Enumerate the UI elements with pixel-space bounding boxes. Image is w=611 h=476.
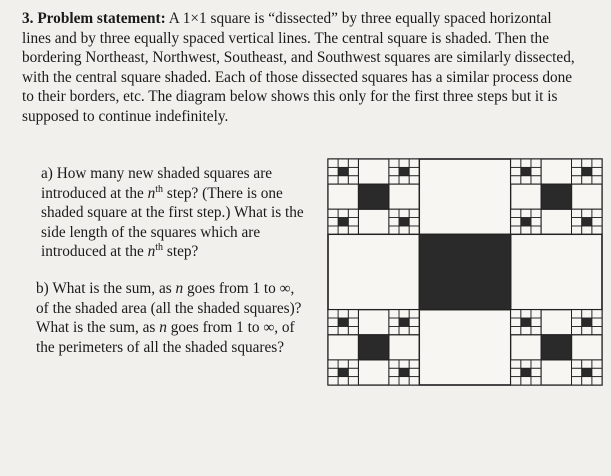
shaded-square [419, 234, 510, 309]
shaded-square [399, 368, 409, 376]
variable-n: n [147, 184, 156, 202]
shaded-square [521, 318, 531, 326]
shaded-square [338, 368, 348, 376]
question-b-text-2: goes from 1 to ∞, of the shaded area (all the shaded squares)? What is the sum, as [36, 280, 302, 337]
superscript-th: th [155, 242, 164, 254]
shaded-square [521, 368, 531, 376]
shaded-square [399, 318, 409, 326]
problem-number: 3. [22, 10, 34, 27]
shaded-square [582, 218, 592, 226]
problem-statement [22, 9, 582, 127]
shaded-square [541, 184, 571, 209]
question-a-text-2: step? (There is one shaded square at the first step.) What is the side length of the squares which are introduced at the [41, 184, 304, 261]
problem-text: A 1×1 square is “dissected” by three equally spaced horizontal lines and by three equally spaced vertical lines. The central square is shaded. Then the bordering Northeast, Northwest, Southeast, and Southwest squares are similarly dissected, with the central square shaded. Each of those dissected squares has a similar process done to their borders, etc. The diagram below shows this only for the first three steps but it is supposed to continue indefinitely. [22, 10, 575, 125]
question-a-text-1: How many new shaded squares are introduced at the [41, 165, 273, 202]
shaded-square [338, 167, 348, 175]
shaded-square [521, 167, 531, 175]
question-b-text-3: goes from 1 to ∞, of the perimeters of all the shaded squares? [36, 319, 295, 356]
shaded-square [338, 218, 348, 226]
shaded-square [582, 167, 592, 175]
question-b-text-1: What is the sum, as [52, 280, 172, 297]
shaded-square [399, 167, 409, 175]
shaded-square [582, 368, 592, 376]
variable-n: n [175, 280, 184, 297]
shaded-square [399, 218, 409, 226]
question-b-label: b) [36, 280, 49, 297]
variable-n: n [147, 243, 156, 261]
variable-n: n [159, 319, 167, 337]
question-a-label: a) [41, 165, 53, 182]
shaded-square [582, 318, 592, 326]
question-b [36, 279, 306, 357]
shaded-square [358, 335, 388, 360]
problem-label: Problem statement: [37, 10, 166, 27]
superscript-th: th [155, 183, 164, 195]
shaded-square [338, 318, 348, 326]
shaded-square [358, 184, 388, 209]
shaded-square [521, 218, 531, 226]
shaded-square [541, 335, 571, 360]
question-a-text-3: step? [166, 243, 199, 261]
question-a [41, 164, 311, 262]
dissection-figure [327, 158, 603, 391]
dissected-square-diagram [327, 158, 603, 386]
